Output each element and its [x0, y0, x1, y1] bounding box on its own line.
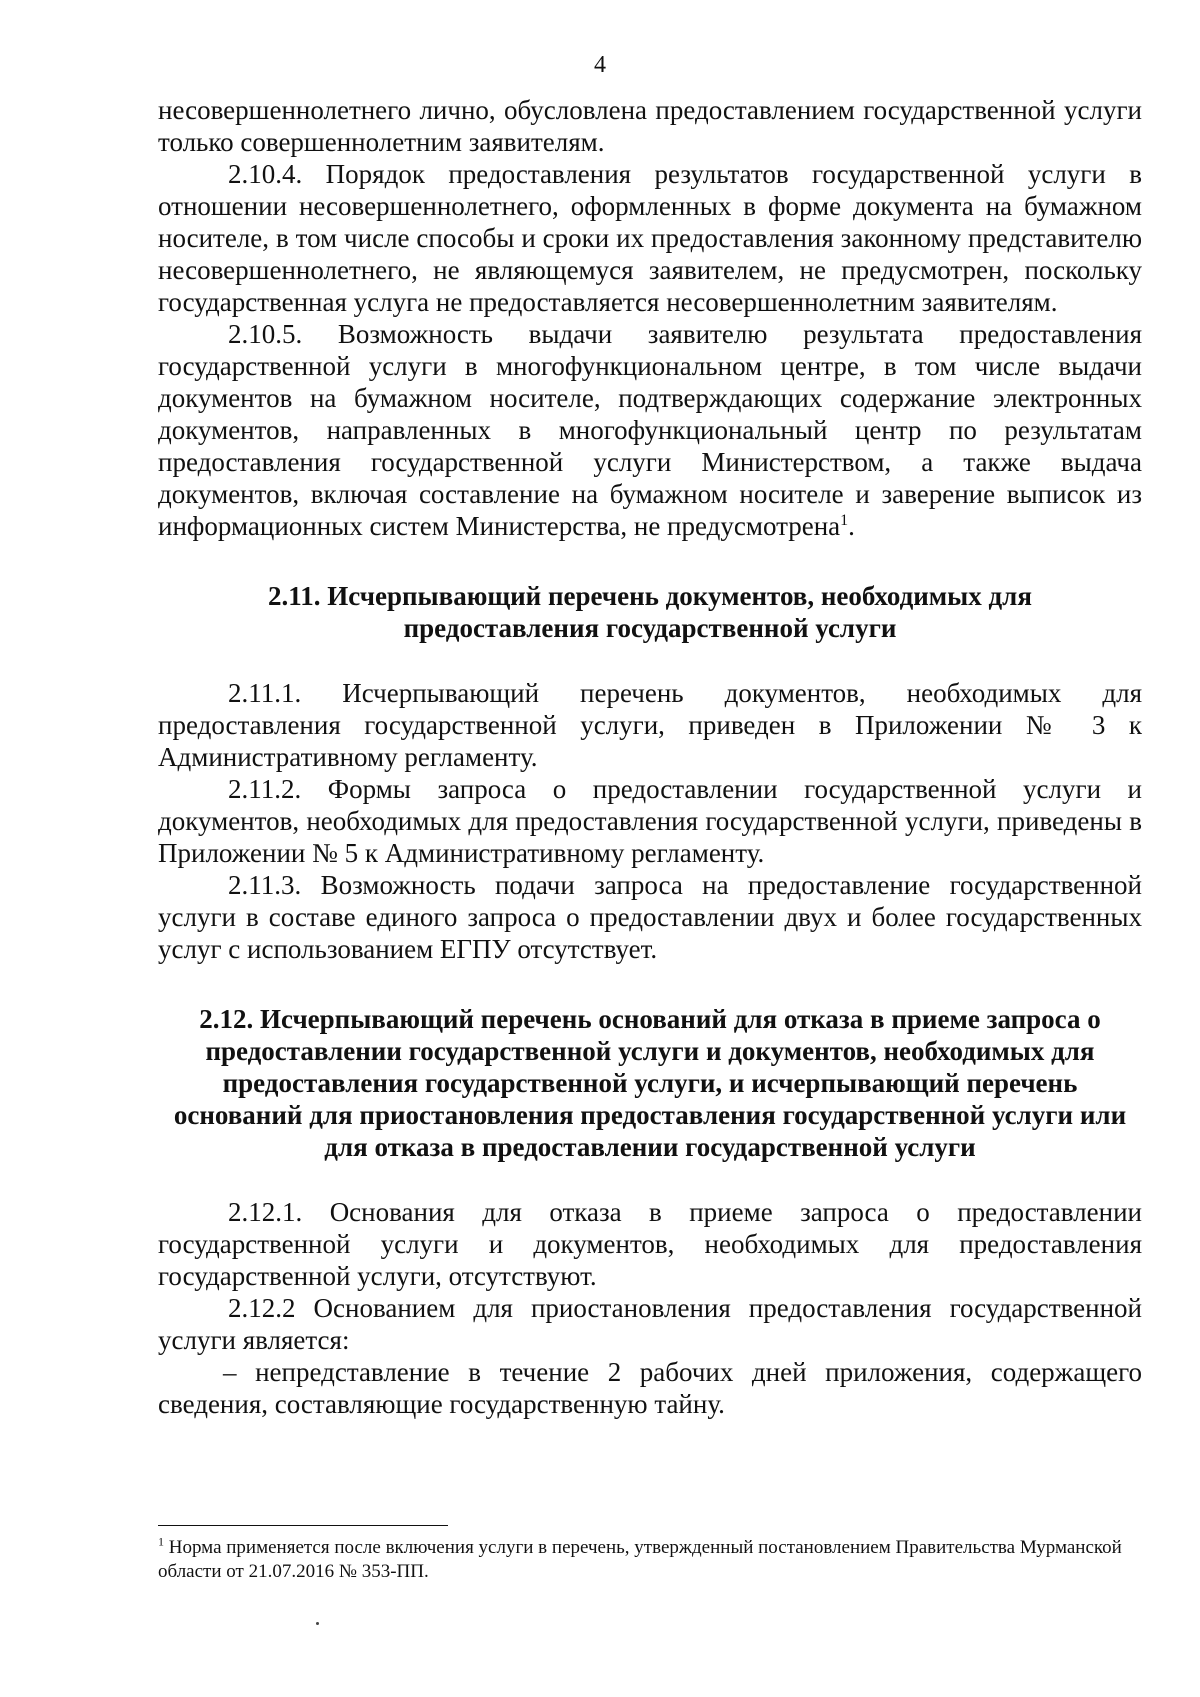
footnote: [158, 1536, 1142, 1584]
paragraph-2-10-5-text: 2.10.5. Возможность выдачи заявителю результата предоставления государственной услуги в многофункциональном центре, в том числе выдачи документов на бумажном носителе, подтверждающих содержание электронных документов, направленных в многофункциональный центр по результатам предоставления государственной услуги Министерством, а также выдача документов, включая составление на бумажном носителе и заверение выписок из информационных систем Министерства, не предусмотрена: [158, 319, 1142, 541]
footnote-reference: 1: [840, 512, 849, 529]
paragraph-2-10-4: 2.10.4. Порядок предоставления результатов государственной услуги в отношении несовершеннолетнего, оформленных в форме документа на бумажном носителе, в том числе способы и сроки их предоставления законному представителю несовершеннолетнего, не являющемуся заявителем, не предусмотрен, поскольку государственная услуга не предоставляется несовершеннолетним заявителям.: [158, 159, 1142, 317]
paragraph-2-12-2: 2.12.2 Основанием для приостановления предоставления государственной услуги является:: [158, 1293, 1142, 1355]
paragraph-2-12-1: 2.12.1. Основания для отказа в приеме запроса о предоставлении государственной услуги и документов, необходимых для предоставления государственной услуги, отсутствуют.: [158, 1197, 1142, 1291]
paragraph-2-11-1: 2.11.1. Исчерпывающий перечень документов, необходимых для предоставления государственной услуги, приведен в Приложении № 3 к Административному регламенту.: [158, 678, 1142, 772]
footnote-divider: [158, 1525, 448, 1526]
scan-speck: [316, 1622, 319, 1625]
list-item-dash: – непредставление в течение 2 рабочих дней приложения, содержащего сведения, составляющие государственную тайну.: [158, 1357, 1142, 1419]
section-heading-2-12: 2.12. Исчерпывающий перечень оснований для отказа в приеме запроса о предоставлении государственной услуги и документов, необходимых для предоставления государственной услуги, и исчерпывающий перечень оснований для приостановления предоставления государственной услуги или для отказа в предоставлении государственной услуги: [173, 1004, 1127, 1162]
paragraph-2-11-3: 2.11.3. Возможность подачи запроса на предоставление государственной услуги в составе единого запроса о предоставлении двух и более государственных услуг с использованием ЕГПУ отсутствует.: [158, 870, 1142, 964]
paragraph-2-11-2: 2.11.2. Формы запроса о предоставлении государственной услуги и документов, необходимых для предоставления государственной услуги, приведены в Приложении № 5 к Административному регламенту.: [158, 774, 1142, 868]
footnote-text: Норма применяется после включения услуги в перечень, утвержденный постановлением Правительства Мурманской области от 21.07.2016 № 353-ПП.: [158, 1537, 1122, 1582]
paragraph-2-10-5: [158, 318, 1142, 542]
paragraph-continuation: несовершеннолетнего лично, обусловлена предоставлением государственной услуги только совершеннолетним заявителям.: [158, 95, 1142, 157]
section-heading-2-11: 2.11. Исчерпывающий перечень документов, необходимых для предоставления государственной услуги: [268, 581, 1032, 643]
document-body: [158, 94, 1142, 1420]
page-number: 4: [594, 52, 606, 78]
footnote-marker: 1: [158, 1534, 164, 1549]
paragraph-2-10-5-end: .: [848, 511, 855, 541]
